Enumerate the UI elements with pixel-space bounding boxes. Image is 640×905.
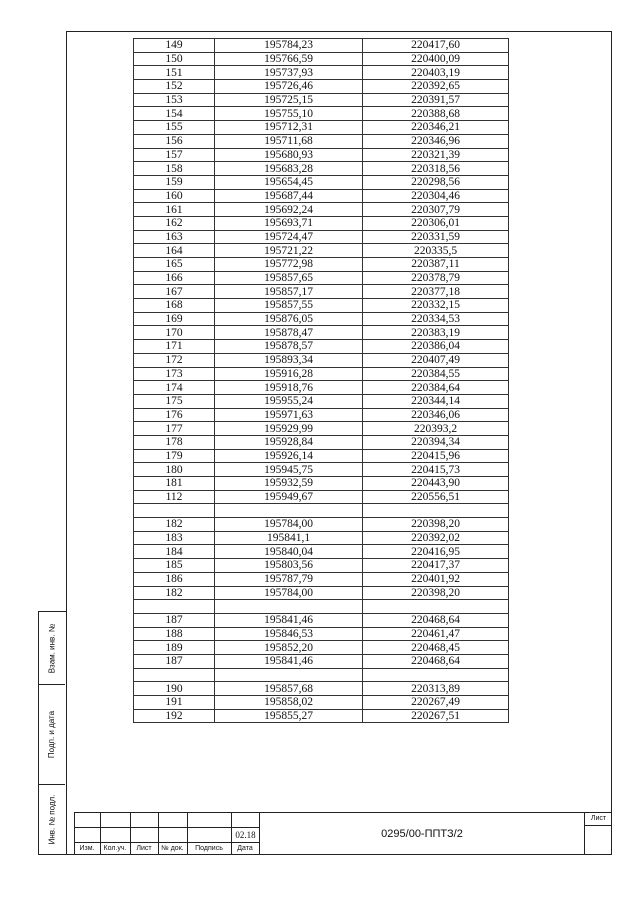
point-number	[134, 504, 215, 518]
coord-x: 195726,46	[215, 80, 363, 94]
coord-x: 195857,68	[215, 682, 363, 696]
header-list: Лист	[136, 845, 152, 852]
coord-x: 195955,24	[215, 394, 363, 408]
coord-y: 220383,19	[363, 326, 509, 340]
table-row	[134, 545, 509, 559]
coord-x: 195841,46	[215, 613, 363, 627]
coord-x: 195725,15	[215, 93, 363, 107]
table-row	[134, 312, 509, 326]
point-number: 156	[134, 134, 215, 148]
coord-x: 195841,46	[215, 654, 363, 668]
date-value: 02.18	[235, 830, 256, 840]
point-number: 181	[134, 477, 215, 491]
coord-x: 195787,79	[215, 572, 363, 586]
header-signature: Подпись	[195, 845, 223, 852]
table-row	[134, 641, 509, 655]
point-number: 187	[134, 613, 215, 627]
coord-y: 220318,56	[363, 162, 509, 176]
coord-x: 195929,99	[215, 422, 363, 436]
table-row	[134, 682, 509, 696]
margin-swap-inv	[39, 612, 65, 685]
margin-stamp	[38, 611, 66, 855]
coord-y: 220331,59	[363, 230, 509, 244]
coord-x: 195841,1	[215, 531, 363, 545]
coord-y: 220334,53	[363, 312, 509, 326]
point-number: 189	[134, 641, 215, 655]
table-row	[134, 600, 509, 614]
coord-x	[215, 600, 363, 614]
coord-y: 220415,96	[363, 449, 509, 463]
header-kol-uch: Кол.уч.	[103, 845, 127, 852]
point-number: 191	[134, 696, 215, 710]
coord-x: 195692,24	[215, 203, 363, 217]
coord-x: 195876,05	[215, 312, 363, 326]
coord-x: 195784,00	[215, 518, 363, 532]
coord-y: 220344,14	[363, 394, 509, 408]
point-number: 182	[134, 586, 215, 600]
revision-grid	[74, 813, 259, 855]
margin-sign-date-label: Подп. и дата	[47, 710, 57, 759]
coord-y: 220400,09	[363, 52, 509, 66]
coord-y: 220468,45	[363, 641, 509, 655]
point-number: 183	[134, 531, 215, 545]
table-row	[134, 367, 509, 381]
coord-y: 220384,55	[363, 367, 509, 381]
coord-x: 195784,00	[215, 586, 363, 600]
coord-x	[215, 504, 363, 518]
coord-y: 220461,47	[363, 627, 509, 641]
table-row	[134, 531, 509, 545]
coord-y: 220307,79	[363, 203, 509, 217]
point-number: 154	[134, 107, 215, 121]
table-row	[134, 422, 509, 436]
margin-swap-inv-label: Взам. инв. №	[47, 623, 57, 673]
table-row	[134, 504, 509, 518]
point-number: 186	[134, 572, 215, 586]
coord-x: 195928,84	[215, 435, 363, 449]
coord-x: 195687,44	[215, 189, 363, 203]
table-row	[134, 518, 509, 532]
coord-y	[363, 600, 509, 614]
coord-y: 220388,68	[363, 107, 509, 121]
coord-x: 195803,56	[215, 559, 363, 573]
coord-x: 195766,59	[215, 52, 363, 66]
point-number: 151	[134, 66, 215, 80]
point-number: 180	[134, 463, 215, 477]
coord-x: 195852,20	[215, 641, 363, 655]
coord-y: 220392,65	[363, 80, 509, 94]
table-row	[134, 627, 509, 641]
coord-y: 220403,19	[363, 66, 509, 80]
coord-x: 195721,22	[215, 244, 363, 258]
table-row	[134, 66, 509, 80]
coord-x: 195926,14	[215, 449, 363, 463]
coord-y: 220556,51	[363, 490, 509, 504]
coord-y: 220387,11	[363, 258, 509, 272]
table-row	[134, 463, 509, 477]
coord-x: 195945,75	[215, 463, 363, 477]
point-number: 152	[134, 80, 215, 94]
point-number: 171	[134, 340, 215, 354]
coord-x: 195857,65	[215, 271, 363, 285]
coord-y: 220417,60	[363, 39, 509, 53]
point-number: 182	[134, 518, 215, 532]
sheet-cell	[584, 813, 612, 855]
point-number: 175	[134, 394, 215, 408]
coord-y: 220398,20	[363, 518, 509, 532]
document-code: 0295/00-ППТЗ/2	[381, 828, 463, 840]
table-row	[134, 244, 509, 258]
table-row	[134, 435, 509, 449]
coord-x: 195932,59	[215, 477, 363, 491]
point-number: 188	[134, 627, 215, 641]
header-date: Дата	[237, 845, 253, 852]
point-number: 160	[134, 189, 215, 203]
coord-x: 195784,23	[215, 39, 363, 53]
point-number: 162	[134, 216, 215, 230]
table-row	[134, 216, 509, 230]
table-row	[134, 52, 509, 66]
coord-y: 220377,18	[363, 285, 509, 299]
point-number: 158	[134, 162, 215, 176]
coord-x: 195680,93	[215, 148, 363, 162]
coord-x: 195878,57	[215, 340, 363, 354]
coord-y: 220394,34	[363, 435, 509, 449]
coord-y: 220298,56	[363, 175, 509, 189]
coord-y: 220443,90	[363, 477, 509, 491]
coord-x: 195654,45	[215, 175, 363, 189]
coord-x	[215, 668, 363, 682]
table-row	[134, 559, 509, 573]
coord-y: 220304,46	[363, 189, 509, 203]
point-number: 169	[134, 312, 215, 326]
point-number	[134, 600, 215, 614]
point-number: 166	[134, 271, 215, 285]
title-block	[74, 812, 612, 855]
table-row	[134, 477, 509, 491]
point-number: 187	[134, 654, 215, 668]
point-number: 155	[134, 121, 215, 135]
coord-y: 220398,20	[363, 586, 509, 600]
coord-y: 220416,95	[363, 545, 509, 559]
coord-y: 220378,79	[363, 271, 509, 285]
coord-y: 220468,64	[363, 613, 509, 627]
coord-x: 195846,53	[215, 627, 363, 641]
coord-y: 220346,21	[363, 121, 509, 135]
point-number: 178	[134, 435, 215, 449]
table-row	[134, 326, 509, 340]
coord-y: 220401,92	[363, 572, 509, 586]
coord-y: 220267,51	[363, 709, 509, 723]
header-izm: Изм.	[79, 845, 95, 852]
table-row	[134, 408, 509, 422]
table-row	[134, 148, 509, 162]
coord-x: 195857,17	[215, 285, 363, 299]
coord-y: 220392,02	[363, 531, 509, 545]
point-number: 161	[134, 203, 215, 217]
coord-x: 195683,28	[215, 162, 363, 176]
point-number: 185	[134, 559, 215, 573]
table-row	[134, 162, 509, 176]
table-row	[134, 189, 509, 203]
table-row	[134, 93, 509, 107]
coord-x: 195712,31	[215, 121, 363, 135]
coord-y: 220346,06	[363, 408, 509, 422]
coord-x: 195857,55	[215, 299, 363, 313]
margin-inv-orig-label: Инв. № подл.	[47, 794, 57, 845]
point-number: 165	[134, 258, 215, 272]
table-row	[134, 121, 509, 135]
point-number: 172	[134, 353, 215, 367]
table-row	[134, 572, 509, 586]
coord-y: 220386,04	[363, 340, 509, 354]
coord-x: 195724,47	[215, 230, 363, 244]
coord-y	[363, 668, 509, 682]
coord-y: 220321,39	[363, 148, 509, 162]
table-row	[134, 709, 509, 723]
coord-x: 195855,27	[215, 709, 363, 723]
coordinates-table	[133, 38, 509, 723]
coord-y: 220415,73	[363, 463, 509, 477]
point-number: 157	[134, 148, 215, 162]
table-row	[134, 134, 509, 148]
table-row	[134, 203, 509, 217]
table-row	[134, 39, 509, 53]
table-row	[134, 696, 509, 710]
coord-x: 195918,76	[215, 381, 363, 395]
header-doc-no: № док.	[161, 845, 184, 852]
coord-x: 195755,10	[215, 107, 363, 121]
table-row	[134, 230, 509, 244]
point-number: 159	[134, 175, 215, 189]
point-number: 168	[134, 299, 215, 313]
sheet-label: Лист	[585, 813, 612, 826]
table-row	[134, 107, 509, 121]
point-number: 177	[134, 422, 215, 436]
margin-inv-orig	[39, 785, 65, 854]
table-row	[134, 80, 509, 94]
coord-x: 195971,63	[215, 408, 363, 422]
coord-y: 220393,2	[363, 422, 509, 436]
coord-x: 195858,02	[215, 696, 363, 710]
table-row	[134, 394, 509, 408]
coord-y: 220468,64	[363, 654, 509, 668]
point-number: 170	[134, 326, 215, 340]
coord-y: 220313,89	[363, 682, 509, 696]
table-row	[134, 449, 509, 463]
coordinates-table-body	[134, 39, 509, 723]
coord-x: 195772,98	[215, 258, 363, 272]
table-row	[134, 668, 509, 682]
point-number: 167	[134, 285, 215, 299]
coord-x: 195711,68	[215, 134, 363, 148]
margin-sign-date	[39, 685, 65, 785]
point-number: 149	[134, 39, 215, 53]
coord-x: 195893,34	[215, 353, 363, 367]
point-number: 190	[134, 682, 215, 696]
table-row	[134, 258, 509, 272]
point-number: 163	[134, 230, 215, 244]
coord-x: 195840,04	[215, 545, 363, 559]
table-row	[134, 381, 509, 395]
table-row	[134, 271, 509, 285]
point-number: 150	[134, 52, 215, 66]
point-number: 174	[134, 381, 215, 395]
table-row	[134, 285, 509, 299]
coord-y: 220346,96	[363, 134, 509, 148]
coord-y: 220332,15	[363, 299, 509, 313]
coord-y	[363, 504, 509, 518]
coord-x: 195737,93	[215, 66, 363, 80]
point-number: 176	[134, 408, 215, 422]
coord-x: 195949,67	[215, 490, 363, 504]
coord-y: 220407,49	[363, 353, 509, 367]
coord-x: 195916,28	[215, 367, 363, 381]
table-row	[134, 340, 509, 354]
coord-x: 195693,71	[215, 216, 363, 230]
coord-y: 220335,5	[363, 244, 509, 258]
table-row	[134, 353, 509, 367]
coord-y: 220391,57	[363, 93, 509, 107]
table-row	[134, 490, 509, 504]
table-row	[134, 299, 509, 313]
point-number	[134, 668, 215, 682]
coord-y: 220384,64	[363, 381, 509, 395]
point-number: 192	[134, 709, 215, 723]
point-number: 153	[134, 93, 215, 107]
table-row	[134, 654, 509, 668]
table-row	[134, 586, 509, 600]
table-row	[134, 175, 509, 189]
point-number: 184	[134, 545, 215, 559]
point-number: 179	[134, 449, 215, 463]
coord-y: 220267,49	[363, 696, 509, 710]
point-number: 112	[134, 490, 215, 504]
coord-y: 220417,37	[363, 559, 509, 573]
point-number: 164	[134, 244, 215, 258]
table-row	[134, 613, 509, 627]
coord-x: 195878,47	[215, 326, 363, 340]
point-number: 173	[134, 367, 215, 381]
coord-y: 220306,01	[363, 216, 509, 230]
